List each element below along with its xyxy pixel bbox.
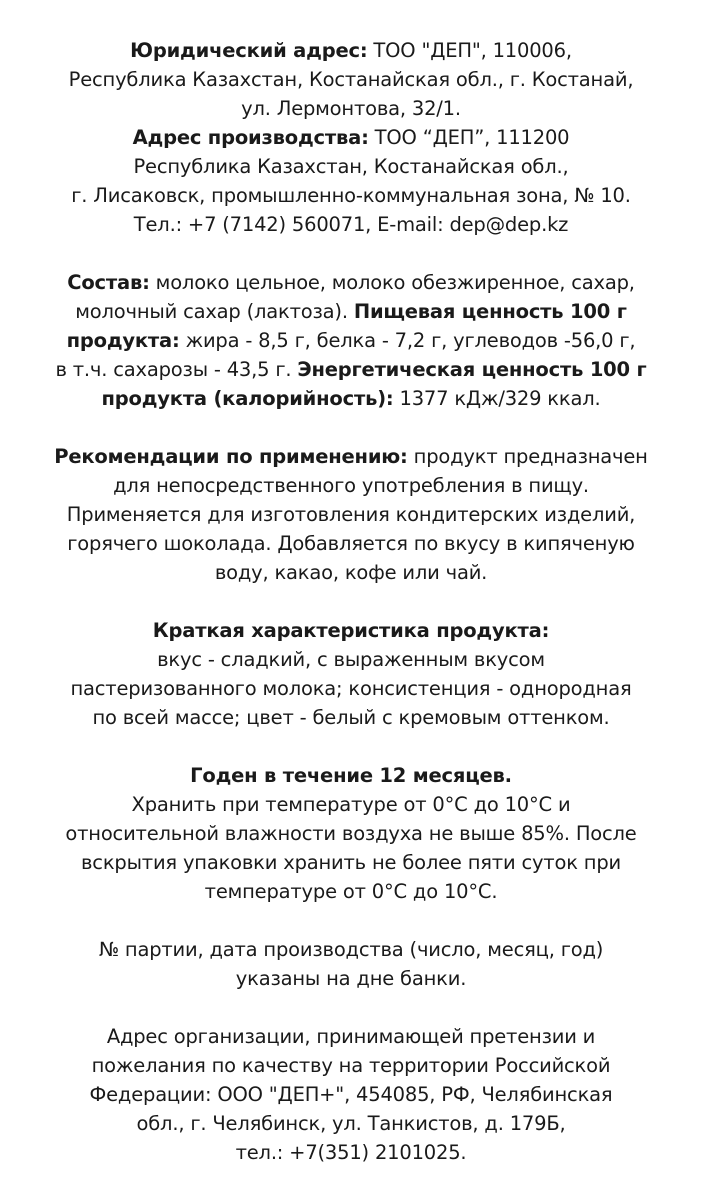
contacts-line: Тел.: +7 (7142) 560071, E-mail: dep@dep.kz xyxy=(133,213,569,236)
recommendations-label: Рекомендации по применению: xyxy=(54,445,408,468)
storage-line-4: температуре от 0°С до 10°С. xyxy=(204,880,498,903)
spacer xyxy=(10,906,692,935)
storage-line-2: относительной влажности воздуха не выше 85%. После xyxy=(65,822,637,845)
composition-label: Состав: xyxy=(67,271,150,294)
spacer xyxy=(10,239,692,268)
claims-line-1: Адрес организации, принимающей претензии и xyxy=(106,1025,596,1048)
characteristics-section xyxy=(10,616,692,732)
production-address-line-2: Республика Казахстан, Костанайская обл., xyxy=(133,155,569,178)
batch-line-2: указаны на дне банки. xyxy=(235,967,467,990)
production-address-line-1: Адрес производства: ТОО “ДЕП”, 111200 xyxy=(132,126,570,149)
characteristics-title: Краткая характеристика продукта: xyxy=(152,619,550,642)
claims-line-2: пожелания по качеству на территории Российской xyxy=(91,1054,611,1077)
recommendations-section xyxy=(10,442,692,587)
recommendations-line-5: воду, какао, кофе или чай. xyxy=(214,561,488,584)
spacer xyxy=(10,993,692,1022)
shelf-life-title: Годен в течение 12 месяцев. xyxy=(190,764,512,787)
characteristics-line-1: вкус - сладкий, с выраженным вкусом xyxy=(157,648,545,671)
legal-address-line-1: Юридический адрес: ТОО "ДЕП", 110006, xyxy=(130,39,572,62)
composition-section xyxy=(10,268,692,413)
recommendations-line-2: для непосредственного употребления в пищу. xyxy=(113,474,589,497)
legal-address-line-2: Республика Казахстан, Костанайская обл., г. Костанай, xyxy=(68,68,634,91)
storage-line-1: Хранить при температуре от 0°С до 10°С и xyxy=(131,793,571,816)
legal-address-line-3: ул. Лермонтова, 32/1. xyxy=(241,97,461,120)
energy-label: Энергетическая ценность 100 г xyxy=(297,358,647,381)
composition-line-5: продукта (калорийность): 1377 кДж/329 ккал. xyxy=(101,387,601,410)
recommendations-line-3: Применяется для изготовления кондитерских изделий, xyxy=(66,503,636,526)
characteristics-line-3: по всей массе; цвет - белый с кремовым оттенком. xyxy=(92,706,610,729)
legal-address-section xyxy=(10,36,692,239)
composition-line-4: в т.ч. сахарозы - 43,5 г. Энергетическая ценность 100 г xyxy=(55,358,647,381)
legal-address-label: Юридический адрес: xyxy=(130,39,368,62)
batch-section xyxy=(10,935,692,993)
batch-line-1: № партии, дата производства (число, месяц, год) xyxy=(98,938,604,961)
claims-line-3: Федерации: ООО "ДЕП+", 454085, РФ, Челябинская xyxy=(89,1083,613,1106)
claims-line-4: обл., г. Челябинск, ул. Танкистов, д. 179Б, xyxy=(136,1112,566,1135)
spacer xyxy=(10,587,692,616)
composition-line-1: Состав: молоко цельное, молоко обезжиренное, сахар, xyxy=(67,271,635,294)
recommendations-line-1: Рекомендации по применению: продукт предназначен xyxy=(54,445,648,468)
production-address-label: Адрес производства: xyxy=(132,126,369,149)
spacer xyxy=(10,732,692,761)
nutrition-label: Пищевая ценность 100 г xyxy=(353,300,627,323)
characteristics-line-2: пастеризованного молока; консистенция - однородная xyxy=(70,677,632,700)
production-address-line-3: г. Лисаковск, промышленно-коммунальная зона, № 10. xyxy=(71,184,631,207)
storage-line-3: вскрытия упаковки хранить не более пяти суток при xyxy=(81,851,621,874)
composition-line-2: молочный сахар (лактоза). Пищевая ценность 100 г xyxy=(75,300,627,323)
claims-line-5: тел.: +7(351) 2101025. xyxy=(235,1141,467,1164)
composition-line-3: продукта: жира - 8,5 г, белка - 7,2 г, углеводов -56,0 г, xyxy=(66,329,636,352)
storage-section xyxy=(10,761,692,906)
spacer xyxy=(10,413,692,442)
claims-section xyxy=(10,1022,692,1167)
recommendations-line-4: горячего шоколада. Добавляется по вкусу в кипяченую xyxy=(67,532,635,555)
